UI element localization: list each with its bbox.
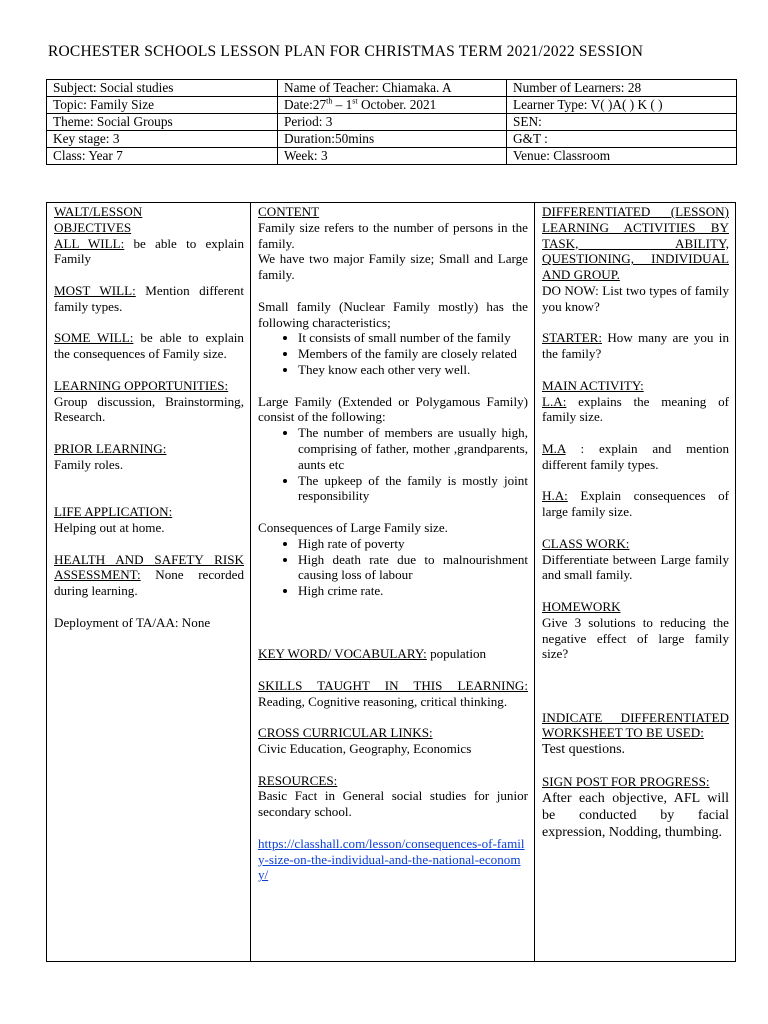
sen-cell: SEN: <box>507 114 737 131</box>
cross-curricular-text: Civic Education, Geography, Economics <box>258 741 472 757</box>
resource-link-wrapper <box>258 836 528 883</box>
list-item: • The number of members are usually high, comprising of father, mother ,grandparents, aunts etc <box>298 425 528 472</box>
objectives-column <box>47 203 250 961</box>
deployment-text: Deployment of TA/AA: None <box>54 614 211 630</box>
duration-cell: Duration:50mins <box>278 131 507 148</box>
content-intro-types: We have two major Family size; Small and Large family. <box>258 251 528 283</box>
do-now-text: DO NOW: List two types of family you know? <box>542 282 729 314</box>
differentiated-heading: DIFFERENTIATED (LESSON) LEARNING ACTIVITIES BY TASK, ABILITY, QUESTIONING, INDIVIDUAL AND GROUP. <box>542 204 729 283</box>
keyword-label: KEY WORD/ VOCABULARY: <box>258 646 427 662</box>
topic-cell: Topic: Family Size <box>47 97 278 114</box>
ma-text: : explain and mention different family types. <box>542 440 729 472</box>
date-middle: – 1 <box>332 97 353 112</box>
starter-text: How many are you in the family? <box>542 330 729 362</box>
ma-activity <box>542 441 729 473</box>
starter <box>542 330 729 362</box>
skills-text: Reading, Cognitive reasoning, critical thinking. <box>258 693 508 709</box>
classwork-text: Differentiate between Large family and small family. <box>542 551 729 583</box>
most-will-text: Mention different family types. <box>54 282 244 314</box>
skills-label: SKILLS TAUGHT IN THIS LEARNING: <box>258 677 528 693</box>
some-will-text: be able to explain the consequences of Family size. <box>54 330 244 362</box>
all-will-label: ALL WILL: <box>54 235 125 251</box>
subject-cell: Subject: Social studies <box>47 80 278 97</box>
date-prefix: Date:27 <box>284 97 327 112</box>
consequences-intro: Consequences of Large Family size. <box>258 519 448 535</box>
list-item: • High rate of poverty <box>298 536 528 552</box>
content-heading: CONTENT <box>258 204 320 219</box>
most-will-label: MOST WILL: <box>54 282 136 298</box>
life-application-text: Helping out at home. <box>54 519 165 535</box>
la-activity <box>542 394 729 426</box>
content-column <box>250 203 534 961</box>
list-item: • High crime rate. <box>298 583 528 599</box>
list-item: • Members of the family are closely related <box>298 346 528 362</box>
all-will <box>54 236 244 268</box>
homework-heading: HOMEWORK <box>542 598 621 614</box>
skills <box>258 678 528 710</box>
lesson-plan-table <box>46 202 736 962</box>
content-intro-definition: Family size refers to the number of persons in the family. <box>258 219 528 251</box>
health-safety-text: None recorded during learning. <box>54 567 244 599</box>
some-will <box>54 330 244 362</box>
table-row <box>47 97 737 114</box>
ma-label: M.A <box>542 440 566 456</box>
large-family-list <box>258 425 528 504</box>
ha-text: Explain consequences of large family size. <box>542 488 729 520</box>
la-label: L.A: <box>542 393 567 409</box>
starter-label: STARTER: <box>542 330 603 346</box>
date-cell <box>278 97 507 114</box>
resources-heading: RESOURCES: <box>258 772 338 788</box>
walt-heading: WALT/LESSON OBJECTIVES <box>54 204 143 235</box>
signpost-heading: SIGN POST FOR PROGRESS: <box>542 773 710 789</box>
all-will-text: be able to explain Family <box>54 235 244 267</box>
teacher-cell: Name of Teacher: Chiamaka. A <box>278 80 507 97</box>
la-text: explains the meaning of family size. <box>542 393 729 425</box>
consequences-list <box>258 536 528 599</box>
prior-learning-heading: PRIOR LEARNING: <box>54 440 167 456</box>
large-family-intro: Large Family (Extended or Polygamous Family) consist of the following: <box>258 393 528 425</box>
life-application-heading: LIFE APPLICATION: <box>54 504 173 520</box>
week-cell: Week: 3 <box>278 148 507 165</box>
key-stage-cell: Key stage: 3 <box>47 131 278 148</box>
health-safety-label: HEALTH AND SAFETY RISK ASSESSMENT: <box>54 551 244 583</box>
resources-text: Basic Fact in General social studies for junior secondary school. <box>258 788 528 820</box>
resource-link[interactable]: https://classhall.com/lesson/consequences-of-family-size-on-the-individual-and-the-national-economy/ <box>258 835 525 883</box>
some-will-label: SOME WILL: <box>54 330 134 346</box>
class-cell: Class: Year 7 <box>47 148 278 165</box>
activities-column <box>534 203 735 961</box>
list-item: • High death rate due to malnourishment causing loss of labour <box>298 552 528 584</box>
list-item: • The upkeep of the family is mostly joint responsibility <box>298 473 528 505</box>
learner-type-cell: Learner Type: V( )A( ) K ( ) <box>507 97 737 114</box>
worksheet-text: Test questions. <box>542 742 626 758</box>
keyword-text: population <box>426 646 487 662</box>
main-activity-heading: MAIN ACTIVITY: <box>542 377 644 393</box>
list-item: • It consists of small number of the family <box>298 330 528 346</box>
document-title: ROCHESTER SCHOOLS LESSON PLAN FOR CHRISTMAS TERM 2021/2022 SESSION <box>48 43 644 60</box>
classwork-heading: CLASS WORK: <box>542 535 630 551</box>
table-row <box>47 114 737 131</box>
venue-cell: Venue: Classroom <box>507 148 737 165</box>
date-suffix: October. 2021 <box>357 97 437 112</box>
table-row <box>47 148 737 165</box>
list-item: • They know each other very well. <box>298 362 528 378</box>
ha-label: H.A: <box>542 488 568 504</box>
keyword <box>258 646 528 662</box>
cross-curricular-heading: CROSS CURRICULAR LINKS: <box>258 725 433 741</box>
worksheet-heading: INDICATE DIFFERENTIATED WORKSHEET TO BE USED: <box>542 709 729 741</box>
ha-activity <box>542 488 729 520</box>
table-row <box>47 80 737 97</box>
learning-opportunities-heading: LEARNING OPPORTUNITIES: <box>54 377 229 393</box>
date-superscript: th <box>326 96 333 106</box>
date-superscript: st <box>352 96 358 106</box>
table-row <box>47 131 737 148</box>
learners-cell: Number of Learners: 28 <box>507 80 737 97</box>
health-safety <box>54 552 244 599</box>
prior-learning-text: Family roles. <box>54 456 124 472</box>
small-family-list <box>258 330 528 377</box>
theme-cell: Theme: Social Groups <box>47 114 278 131</box>
lesson-info-table <box>46 79 737 165</box>
signpost-text: After each objective, AFL will be conducted by facial expression, Nodding, thumbing. <box>542 790 729 840</box>
gt-cell: G&T : <box>507 131 737 148</box>
homework-text: Give 3 solutions to reducing the negative effect of large family size? <box>542 614 729 662</box>
learning-opportunities-text: Group discussion, Brainstorming, Research. <box>54 393 244 425</box>
period-cell: Period: 3 <box>278 114 507 131</box>
small-family-intro: Small family (Nuclear Family mostly) has the following characteristics; <box>258 298 528 330</box>
most-will <box>54 283 244 315</box>
